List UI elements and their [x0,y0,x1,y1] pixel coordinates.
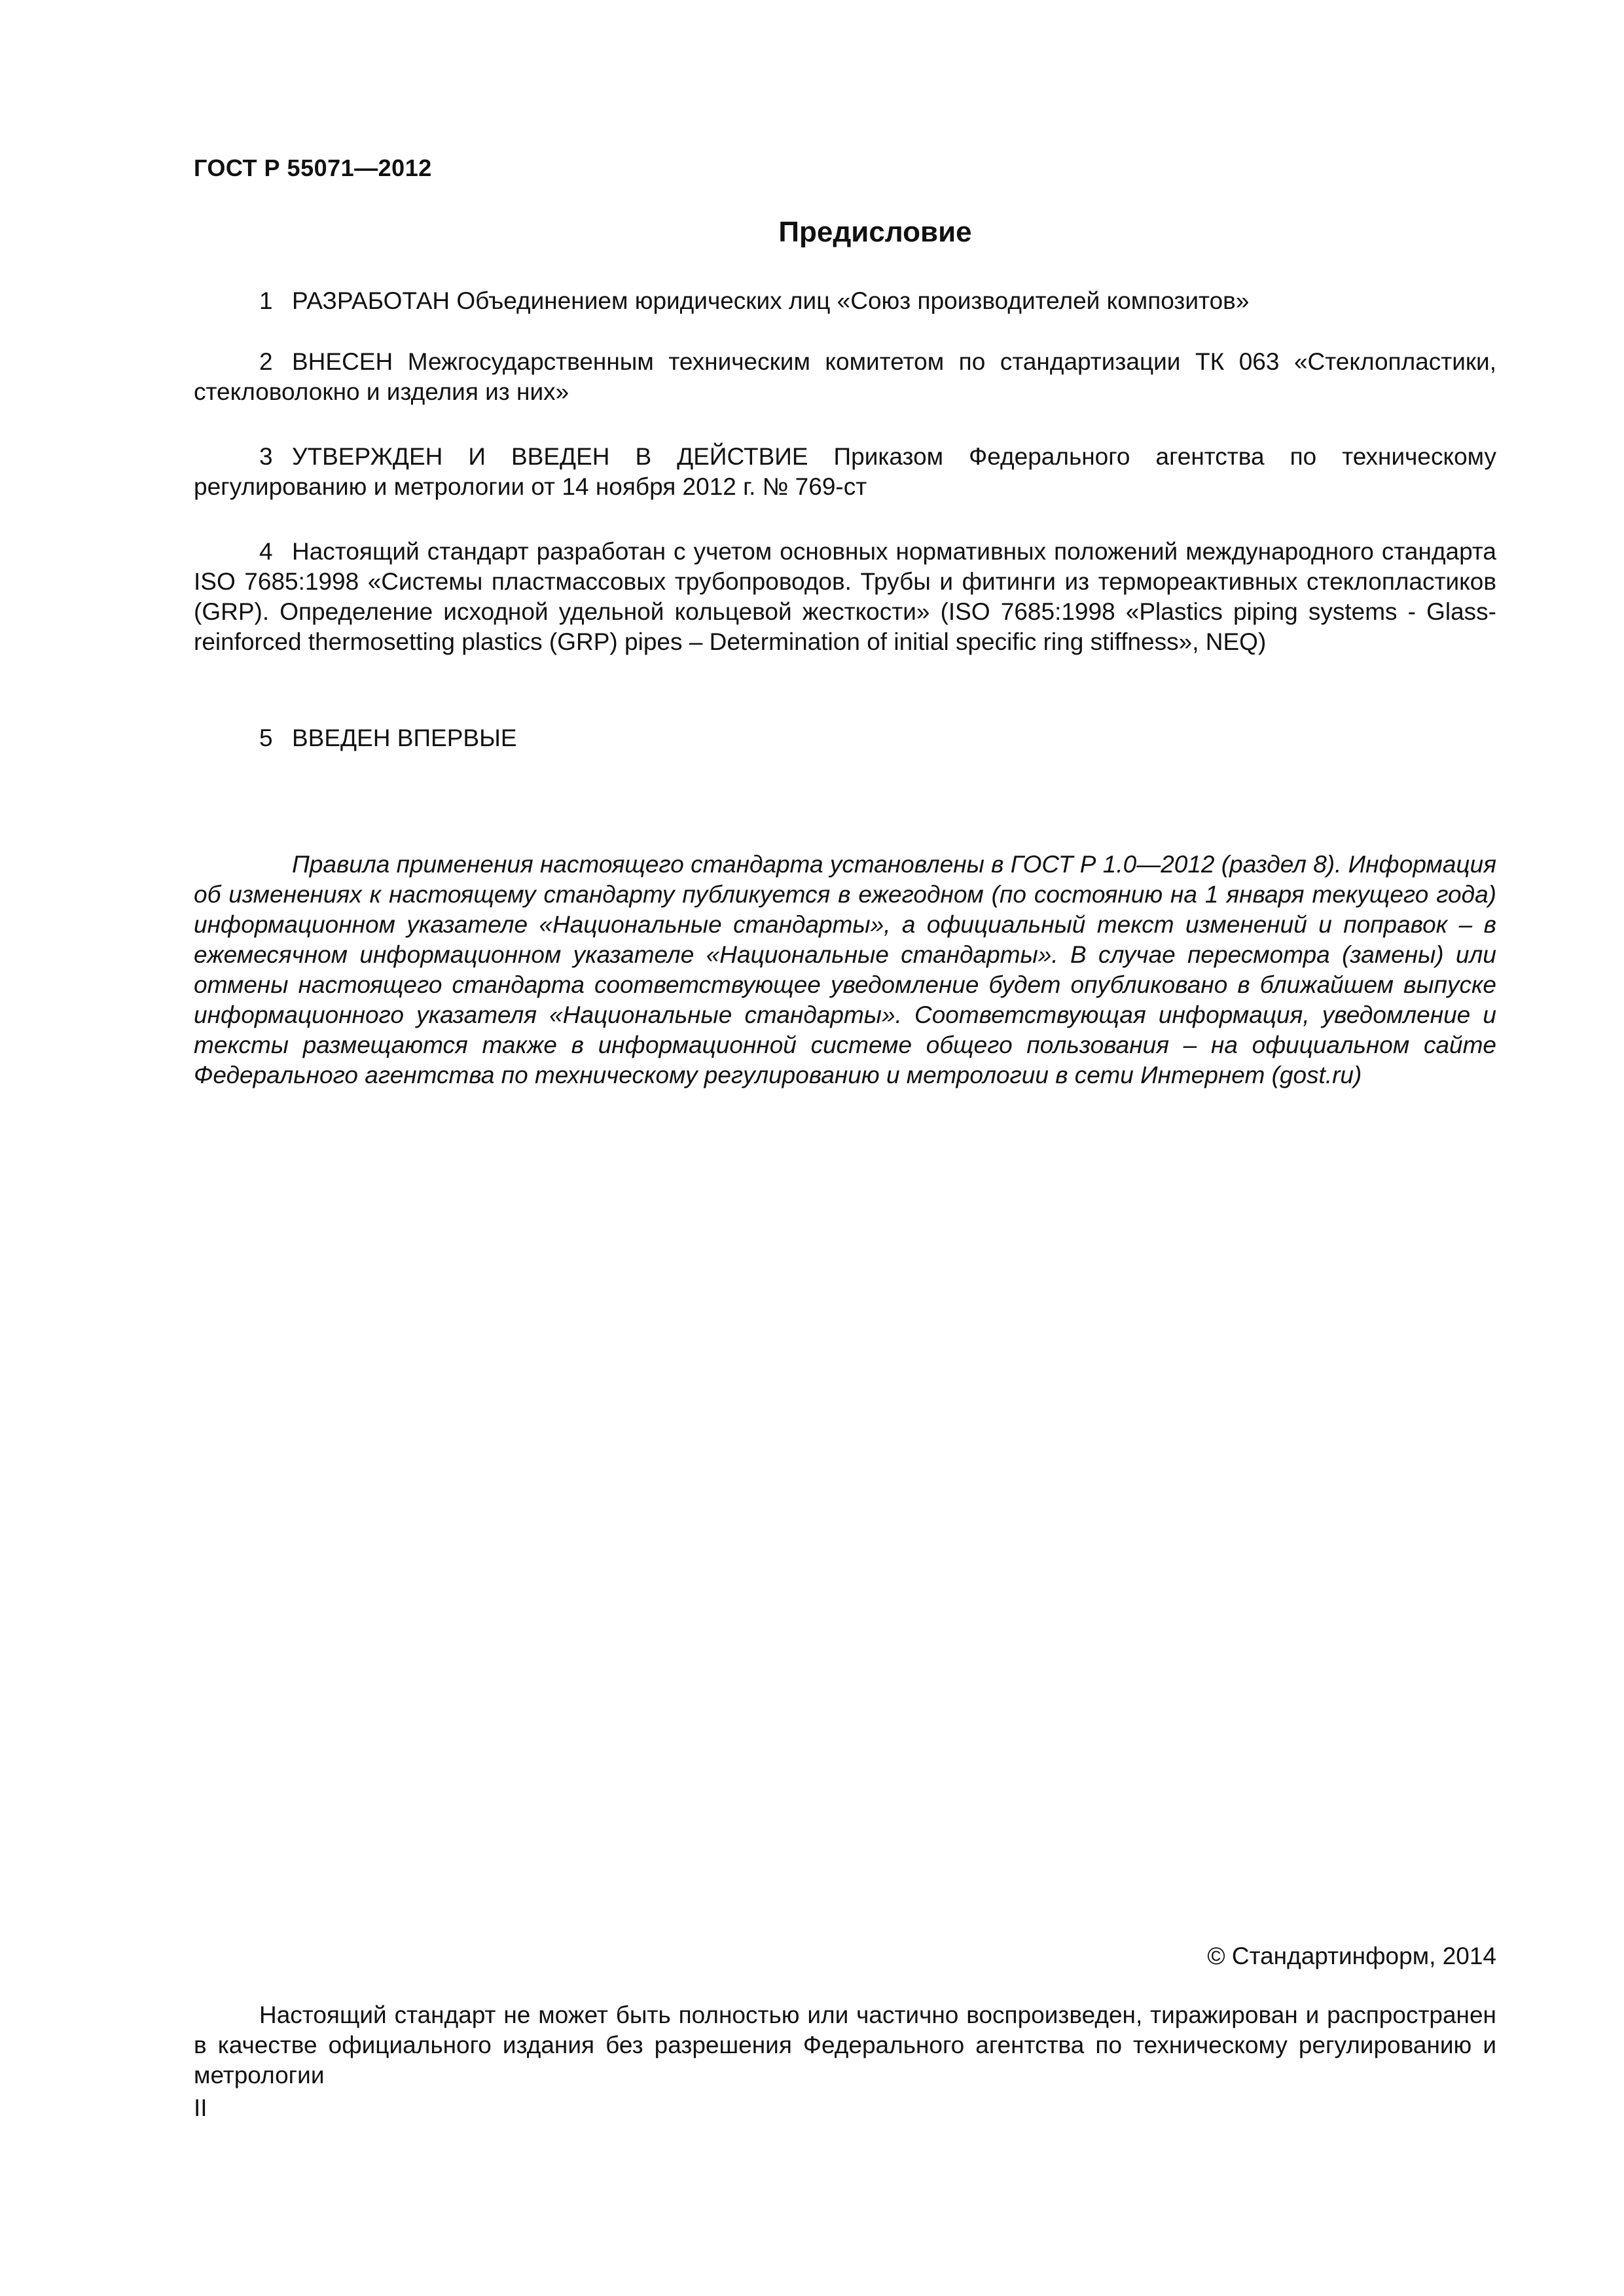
foreword-item-3 [194,442,1496,502]
copyright-notice: © Стандартинформ, 2014 [1207,1943,1496,1969]
item-number: 5 [259,725,273,751]
application-rules-note: Правила применения настоящего стандарта установлены в ГОСТ Р 1.0—2012 (раздел 8). Информация об изменениях к настоящему стандарту публикуется в ежегодном (по состоянию на 1 января текущего года) информационном указателе «Национальные стандарты», а официальный текст изменений и поправок – в ежемесячном информационном указателе «Национальные стандарты». В случае пересмотра (замены) или отмены настоящего стандарта соответствующее уведомление будет опубликовано в ближайшем выпуске информационного указателя «Национальные стандарты». Соответствующая информация, уведомление и тексты размещаются также в информационной системе общего пользования – на официальном сайте Федерального агентства по техническому регулированию и метрологии в сети Интернет (gost.ru) [194,851,1496,1088]
item-text: УТВЕРЖДЕН И ВВЕДЕН В ДЕЙСТВИЕ Приказом Федерального агентства по техническому регулированию и метрологии от 14 ноября 2012 г. № 769-ст [194,443,1496,500]
document-code-header: ГОСТ Р 55071—2012 [194,154,432,181]
item-number: 1 [259,287,273,314]
item-number: 3 [259,443,273,470]
foreword-item-1 [194,286,1496,316]
foreword-item-2 [194,347,1496,407]
item-text: ВВЕДЕН ВПЕРВЫЕ [292,725,517,751]
item-number: 4 [259,538,273,565]
reproduction-restriction: Настоящий стандарт не может быть полностью или частично воспроизведен, тиражирован и распространен в качестве официального издания без разрешения Федерального агентства по техническому регулированию и метрологии [194,2001,1496,2089]
foreword-item-5 [194,723,1496,753]
item-text: ВНЕСЕН Межгосударственным техническим комитетом по стандартизации ТК 063 «Стеклопластики, стекловолокно и изделия из них» [194,348,1496,405]
item-text: Настоящий стандарт разработан с учетом основных нормативных положений международного стандарта ISO 7685:1998 «Системы пластмассовых трубопроводов. Трубы и фитинги из термореактивных стеклопластиков (GRP). Определение исходной удельной кольцевой жесткости» (ISO 7685:1998 «Plastics piping systems - Glass-reinforced thermosetting plastics (GRP) pipes – Determination of initial specific ring stiffness», NEQ) [194,538,1496,655]
page-title: Предисловие [778,216,972,248]
page-number: II [194,2094,208,2121]
item-number: 2 [259,348,273,375]
foreword-item-4 [194,537,1496,657]
item-text: РАЗРАБОТАН Объединением юридических лиц «Союз производителей композитов» [292,287,1250,314]
